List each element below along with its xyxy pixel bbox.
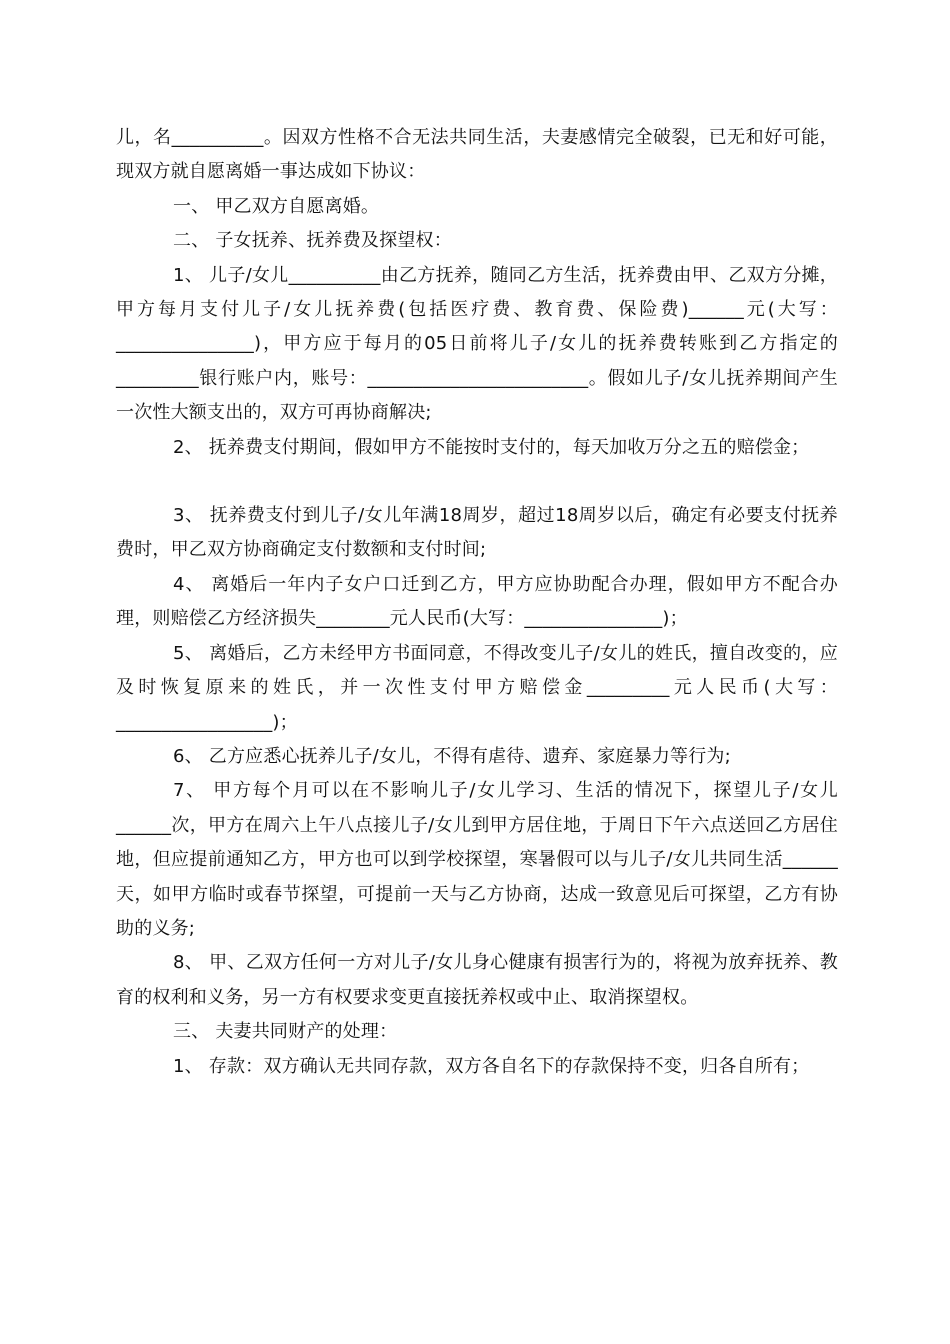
agreement-body xyxy=(116,121,838,1084)
clause-2-heading: 二、 子女抚养、抚养费及探望权： xyxy=(173,230,452,252)
clause-2-item-3: 3、 抚养费支付到儿子/女儿年满18周岁，超过18周岁以后，确定有必要支付抚养费时，甲乙双方协商确定支付数额和支付时间; xyxy=(116,505,838,561)
clause-2-item-6: 6、 乙方应悉心抚养儿子/女儿，不得有虐待、遗弃、家庭暴力等行为; xyxy=(173,745,731,767)
clause-2-item-7: 7、 甲方每个月可以在不影响儿子/女儿学习、生活的情况下，探望儿子/女儿______次，甲方在周六上午八点接儿子/女儿到甲方居住地，于周日下午六点送回乙方居住地，但应提前通知乙方，甲方也可以到学校探望，寒暑假可以与儿子/女儿共同生活______天，如甲方临时或春节探望，可提前一天与乙方协商，达成一致意见后可探望，乙方有协助的义务; xyxy=(116,780,838,939)
clause-2-item-4: 4、 离婚后一年内子女户口迁到乙方，甲方应协助配合办理，假如甲方不配合办理，则赔偿乙方经济损失________元人民币(大写：_______________)； xyxy=(116,573,838,630)
clause-2-item-8: 8、 甲、乙双方任何一方对儿子/女儿身心健康有损害行为的，将视为放弃抚养、教育的权利和义务，另一方有权要求变更直接抚养权或中止、取消探望权。 xyxy=(116,952,838,1008)
clause-2-item-1: 1、 儿子/女儿__________由乙方抚养，随同乙方生活，抚养费由甲、乙双方分摊，甲方每月支付儿子/女儿抚养费(包括医疗费、教育费、保险费)______元(大写：_______________)，甲方应于每月的05日前将儿子/女儿的抚养费转账到乙方指定的_________银行账户内，账号：________________________。假如儿子/女儿抚养期间产生一次性大额支出的，双方可再协商解决; xyxy=(116,264,838,424)
clause-1-heading: 一、 甲乙双方自愿离婚。 xyxy=(173,195,380,217)
clause-3-item-1: 1、 存款：双方确认无共同存款，双方各自名下的存款保持不变，归各自所有； xyxy=(173,1055,810,1077)
clause-2-item-2: 2、 抚养费支付期间，假如甲方不能按时支付的，每天加收万分之五的赔偿金； xyxy=(173,436,810,458)
clause-2-item-5: 5、 离婚后，乙方未经甲方书面同意，不得改变儿子/女儿的姓氏，擅自改变的，应及时恢复原来的姓氏，并一次性支付甲方赔偿金_________元人民币(大写：_________________)； xyxy=(116,642,838,733)
intro-paragraph: 儿，名__________。因双方性格不合无法共同生活，夫妻感情完全破裂，已无和好可能，现双方就自愿离婚一事达成如下协议： xyxy=(116,127,838,183)
clause-3-heading: 三、 夫妻共同财产的处理： xyxy=(173,1021,398,1043)
